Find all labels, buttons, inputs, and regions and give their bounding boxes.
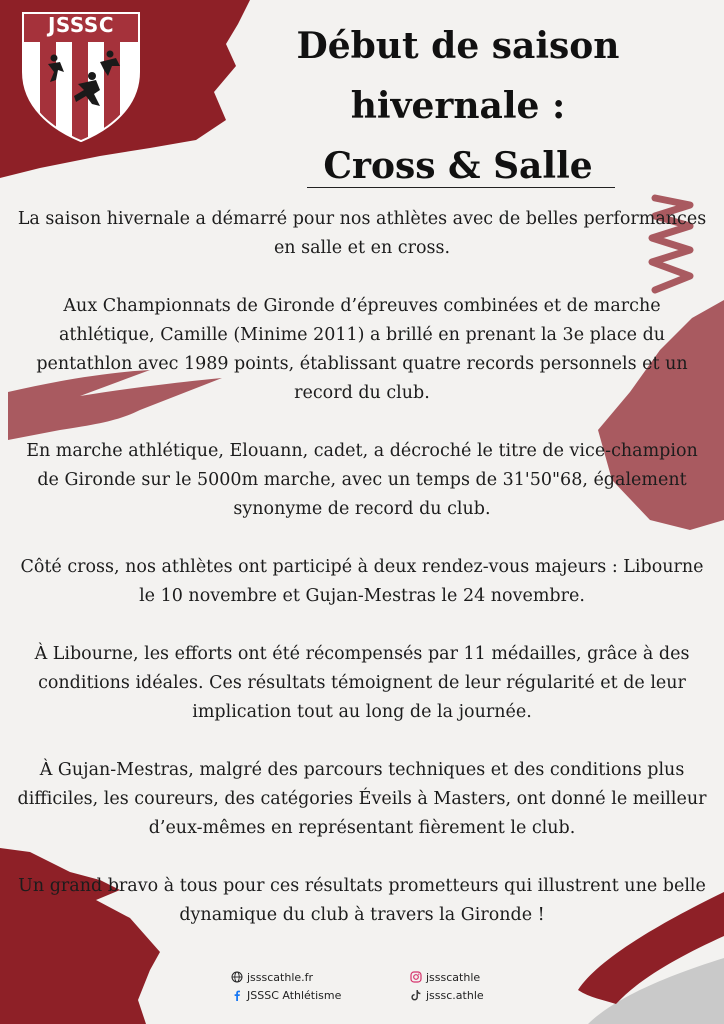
- paragraph-marche: En marche athlétique, Elouann, cadet, a décroché le titre de vice-champion de Gironde sur le 5000m marche, avec un temps de 31'50"68, également synonyme de record du club.: [26, 441, 698, 519]
- instagram-link[interactable]: [410, 968, 484, 986]
- title-line-2: hivernale :: [350, 85, 566, 127]
- tiktok-link[interactable]: [410, 986, 484, 1004]
- title-line-3: Cross & Salle: [323, 145, 593, 187]
- instagram-icon: [410, 971, 422, 983]
- paragraph-conclusion: Un grand bravo à tous pour ces résultats prometteurs qui illustrent une belle dynamique du club à travers la Gironde !: [18, 876, 706, 925]
- facebook-text: JSSSC Athlétisme: [247, 988, 342, 1002]
- logo-text: JSSSC: [47, 13, 115, 37]
- footer-left: [231, 968, 341, 1004]
- paragraph-gujan-mestras: À Gujan-Mestras, malgré des parcours techniques et des conditions plus difficiles, les coureurs, des catégories Éveils à Masters, ont donné le meilleur d’eux-mêmes en représentant fièrement le club.: [17, 760, 707, 838]
- paragraph-championnats: Aux Championnats de Gironde d’épreuves combinées et de marche athlétique, Camille (Minime 2011) a brillé en prenant la 3e place du pentathlon avec 1989 points, établissant quatre records personnels et un record du club.: [36, 296, 688, 403]
- paragraph-cross: Côté cross, nos athlètes ont participé à deux rendez-vous majeurs : Libourne le 10 novembre et Gujan-Mestras le 24 novembre.: [20, 557, 704, 606]
- tiktok-icon: [410, 989, 422, 1001]
- instagram-text: jssscathle: [426, 970, 481, 984]
- title-line-1: Début de saison: [296, 25, 620, 67]
- title-divider: [307, 187, 615, 188]
- paragraph-libourne: À Libourne, les efforts ont été récompensés par 11 médailles, grâce à des conditions idéales. Ces résultats témoignent de leur régularité et de leur implication tout au long de la journée.: [34, 644, 690, 722]
- paragraph-intro: La saison hivernale a démarré pour nos athlètes avec de belles performances en salle et en cross.: [17, 209, 707, 258]
- footer-right: [410, 968, 484, 1004]
- article-body: [14, 205, 710, 959]
- facebook-icon: [231, 989, 243, 1001]
- facebook-link[interactable]: [231, 986, 341, 1004]
- globe-icon: [231, 971, 243, 983]
- website-text: jssscathle.fr: [247, 970, 314, 984]
- page-title: [288, 16, 628, 196]
- tiktok-text: jsssc.athle: [426, 988, 484, 1002]
- website-link[interactable]: [231, 968, 341, 986]
